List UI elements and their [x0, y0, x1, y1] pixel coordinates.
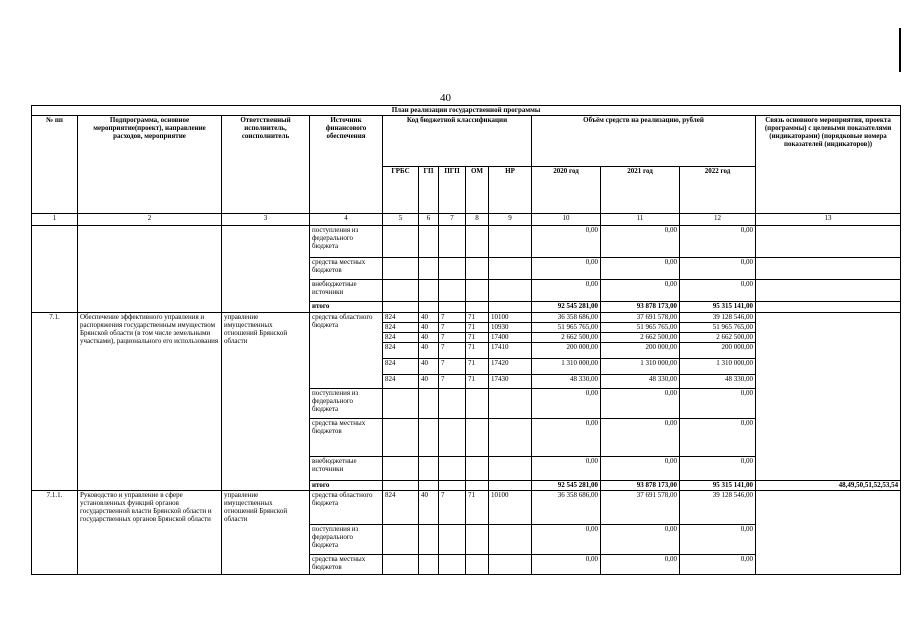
amount-2020: 0,00: [532, 389, 601, 419]
amount-2020: 36 358 686,00: [532, 313, 601, 323]
nr-cell: 17410: [489, 343, 532, 359]
amount-2021: 0,00: [601, 457, 680, 481]
source-cell: средства местных бюджетов: [310, 258, 383, 280]
grbs-cell: 824: [383, 343, 419, 359]
pgp-cell: 7: [439, 343, 466, 359]
gp-cell: 40: [419, 343, 439, 359]
table-row: [32, 226, 901, 258]
header-subprogram: Подпрограмма, основное мероприятие(проект), направление расходов, мероприятие: [78, 116, 222, 214]
source-cell: внебюджетные источники: [310, 280, 383, 302]
table-row: [32, 491, 901, 525]
header-num: № пп: [32, 116, 78, 214]
amount-2021: 93 878 173,00: [601, 302, 680, 313]
om-cell: 71: [466, 375, 489, 389]
col-number: 5: [383, 214, 419, 226]
header-2021: 2021 год: [601, 167, 680, 214]
amount-2020: 0,00: [532, 226, 601, 258]
amount-2022: 0,00: [680, 226, 756, 258]
col-number: 8: [466, 214, 489, 226]
page-number: 40: [440, 92, 451, 104]
amount-2022: 1 310 000,00: [680, 359, 756, 375]
amount-2021: 51 965 765,00: [601, 323, 680, 333]
gp-cell: 40: [419, 491, 439, 525]
indicator-link: 48,49,50,51,52,53,54: [756, 481, 901, 491]
om-cell: 71: [466, 491, 489, 525]
amount-2020: 48 330,00: [532, 375, 601, 389]
amount-2021: 93 878 173,00: [601, 481, 680, 491]
amount-2022: 0,00: [680, 389, 756, 419]
responsible-cell: управление имущественных отношений Брянской области: [222, 491, 310, 575]
source-cell: внебюджетные источники: [310, 457, 383, 481]
col-number: 3: [222, 214, 310, 226]
amount-2022: 95 315 141,00: [680, 302, 756, 313]
amount-2021: 0,00: [601, 555, 680, 575]
amount-2021: 1 310 000,00: [601, 359, 680, 375]
amount-2020: 0,00: [532, 419, 601, 457]
table-row: [32, 313, 901, 323]
amount-2020: 0,00: [532, 525, 601, 555]
responsible-cell: управление имущественных отношений Брянской области: [222, 313, 310, 491]
om-cell: 71: [466, 343, 489, 359]
nr-cell: 17430: [489, 375, 532, 389]
amount-2020: 92 545 281,00: [532, 481, 601, 491]
pgp-cell: 7: [439, 313, 466, 323]
amount-2022: 39 128 546,00: [680, 491, 756, 525]
amount-2022: 200 000,00: [680, 343, 756, 359]
amount-2021: 0,00: [601, 280, 680, 302]
amount-2022: 2 662 500,00: [680, 333, 756, 343]
header-om: ОМ: [466, 167, 489, 214]
source-cell: итого: [310, 302, 383, 313]
col-number: 4: [310, 214, 383, 226]
pgp-cell: 7: [439, 359, 466, 375]
amount-2020: 92 545 281,00: [532, 302, 601, 313]
grbs-cell: 824: [383, 491, 419, 525]
gp-cell: 40: [419, 375, 439, 389]
nr-cell: 10930: [489, 323, 532, 333]
amount-2021: 37 691 578,00: [601, 491, 680, 525]
amount-2021: 0,00: [601, 419, 680, 457]
amount-2022: 0,00: [680, 258, 756, 280]
amount-2022: 0,00: [680, 555, 756, 575]
col-number: 11: [601, 214, 680, 226]
nr-cell: 17400: [489, 333, 532, 343]
om-cell: 71: [466, 333, 489, 343]
col-number: 7: [439, 214, 466, 226]
source-cell: средства местных бюджетов: [310, 555, 383, 575]
nr-cell: 10100: [489, 313, 532, 323]
gp-cell: 40: [419, 323, 439, 333]
source-cell: средства местных бюджетов: [310, 419, 383, 457]
source-cell: средства областного бюджета: [310, 491, 383, 525]
col-number: 13: [756, 214, 901, 226]
header-responsible: Ответственный исполнитель, соисполнитель: [222, 116, 310, 214]
header-link: Связь основного мероприятия, проекта (программы) с целевыми показателями (индикаторами) (порядковые номера показателей (индикаторов)): [756, 116, 901, 214]
amount-2022: 0,00: [680, 280, 756, 302]
amount-2022: 0,00: [680, 419, 756, 457]
amount-2020: 0,00: [532, 258, 601, 280]
grbs-cell: 824: [383, 333, 419, 343]
amount-2022: 48 330,00: [680, 375, 756, 389]
grbs-cell: 824: [383, 323, 419, 333]
header-grbs: ГРБС: [383, 167, 419, 214]
row-number: 7.1.: [32, 313, 78, 491]
header-nr: НР: [489, 167, 532, 214]
amount-2022: 51 965 765,00: [680, 323, 756, 333]
header-budget-code: Код бюджетной классификации: [383, 116, 532, 167]
amount-2020: 0,00: [532, 555, 601, 575]
pgp-cell: 7: [439, 333, 466, 343]
header-source: Источник финансового обеспечения: [310, 116, 383, 214]
amount-2021: 48 330,00: [601, 375, 680, 389]
col-number: 1: [32, 214, 78, 226]
amount-2021: 200 000,00: [601, 343, 680, 359]
amount-2021: 2 662 500,00: [601, 333, 680, 343]
nr-cell: 10100: [489, 491, 532, 525]
grbs-cell: 824: [383, 375, 419, 389]
col-number: 12: [680, 214, 756, 226]
source-cell: поступления из федерального бюджета: [310, 226, 383, 258]
table-title: План реализации государственной программы: [32, 106, 901, 116]
amount-2022: 0,00: [680, 525, 756, 555]
scan-edge-line: [899, 28, 901, 72]
om-cell: 71: [466, 323, 489, 333]
source-cell: поступления из федерального бюджета: [310, 525, 383, 555]
nr-cell: 17420: [489, 359, 532, 375]
amount-2020: 2 662 500,00: [532, 333, 601, 343]
activity-name: Обеспечение эффективного управления и распоряжения государственным имуществом Брянской области (в том числе земельными участками), рационального его использования: [78, 313, 222, 491]
pgp-cell: 7: [439, 323, 466, 333]
col-number: 9: [489, 214, 532, 226]
header-2020: 2020 год: [532, 167, 601, 214]
gp-cell: 40: [419, 333, 439, 343]
source-cell: средства областного бюджета: [310, 313, 383, 389]
amount-2022: 0,00: [680, 457, 756, 481]
om-cell: 71: [466, 313, 489, 323]
amount-2020: 0,00: [532, 280, 601, 302]
col-number: 6: [419, 214, 439, 226]
grbs-cell: 824: [383, 359, 419, 375]
amount-2020: 200 000,00: [532, 343, 601, 359]
header-volume: Объём средств на реализацию, рублей: [532, 116, 756, 167]
activity-name: Руководство и управление в сфере установленных функций органов государственной власти Брянской области и государственных органов Брянской области: [78, 491, 222, 575]
program-plan-table: [31, 105, 901, 575]
amount-2021: 0,00: [601, 389, 680, 419]
header-2022: 2022 год: [680, 167, 756, 214]
col-number: 2: [78, 214, 222, 226]
amount-2021: 0,00: [601, 226, 680, 258]
header-gp: ГП: [419, 167, 439, 214]
grbs-cell: 824: [383, 313, 419, 323]
row-number: 7.1.1.: [32, 491, 78, 575]
amount-2020: 51 965 765,00: [532, 323, 601, 333]
source-cell: поступления из федерального бюджета: [310, 389, 383, 419]
pgp-cell: 7: [439, 491, 466, 525]
om-cell: 71: [466, 359, 489, 375]
gp-cell: 40: [419, 359, 439, 375]
source-cell: итого: [310, 481, 383, 491]
col-number: 10: [532, 214, 601, 226]
amount-2021: 0,00: [601, 258, 680, 280]
gp-cell: 40: [419, 313, 439, 323]
amount-2022: 39 128 546,00: [680, 313, 756, 323]
amount-2020: 1 310 000,00: [532, 359, 601, 375]
amount-2021: 0,00: [601, 525, 680, 555]
amount-2021: 37 691 578,00: [601, 313, 680, 323]
header-pgp: ПГП: [439, 167, 466, 214]
amount-2020: 0,00: [532, 457, 601, 481]
amount-2020: 36 358 686,00: [532, 491, 601, 525]
amount-2022: 95 315 141,00: [680, 481, 756, 491]
pgp-cell: 7: [439, 375, 466, 389]
